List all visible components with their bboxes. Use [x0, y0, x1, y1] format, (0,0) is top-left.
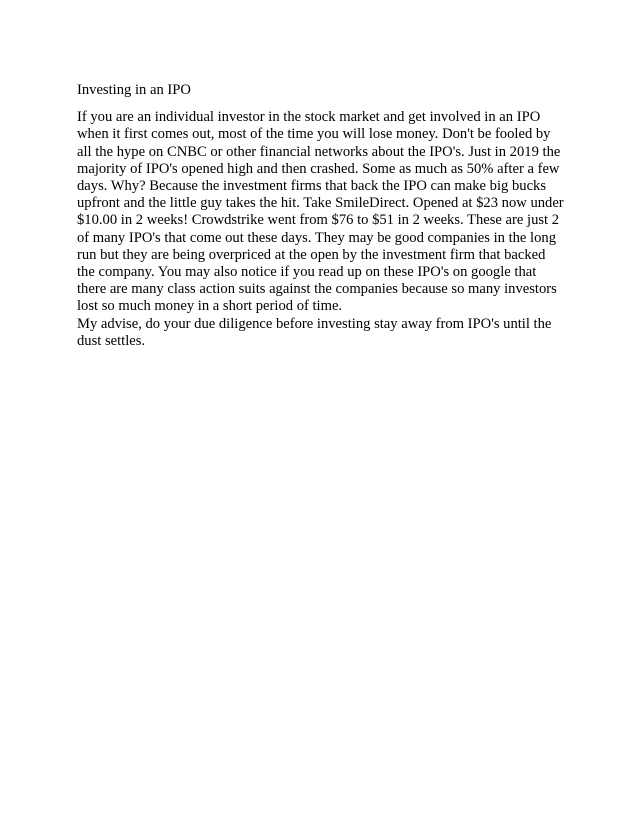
paragraph-advice: My advise, do your due diligence before investing stay away from IPO's until the dust settles.	[77, 315, 552, 349]
paragraph-main: If you are an individual investor in the stock market and get involved in an IPO when it first comes out, most of the time you will lose money. Don't be fooled by all the hype on CNBC or other financial networks about the IPO's. Just in 2019 the majority of IPO's opened high and then crashed. Some as much as 50% after a few days. Why? Because the investment firms that back the IPO can make big bucks upfront and the little guy takes the hit. Take SmileDirect. Opened at $23 now under $10.00 in 2 weeks! Crowdstrike went from $76 to $51 in 2 weeks. These are just 2 of many IPO's that come out these days. They may be good companies in the long run but they are being overpriced at the open by the investment firm that backed the company. You may also notice if you read up on these IPO's on google that there are many class action suits against the companies because so many investors lost so much money in a short period of time.	[77, 109, 564, 315]
document-title: Investing in an IPO	[77, 82, 191, 98]
document-body	[77, 82, 565, 350]
